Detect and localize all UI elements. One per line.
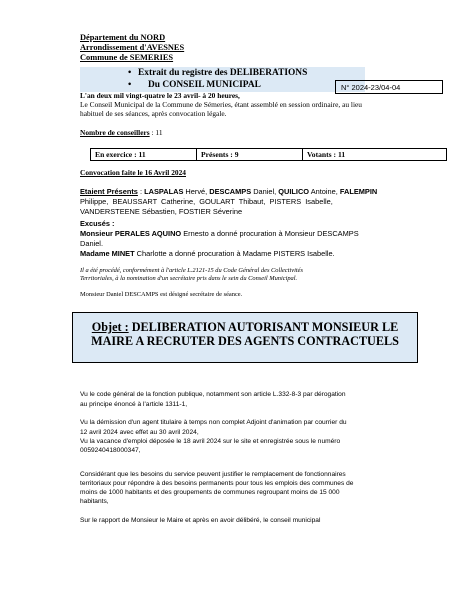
procedure-line-1: Il a été procédé, conformément à l'article L.2121-15 du Code Général des Collectivités (80, 267, 303, 274)
vu-vacance-line-2: 0059240418000347, (80, 447, 141, 454)
presents-line-3: VANDERSTEENE Sébastien, FOSTIER Séverine (80, 207, 243, 216)
extract-registre-text: Extrait du registre des DELIBERATIONS (138, 68, 308, 78)
rapport-line: Sur le rapport de Monsieur le Maire et après en avoir délibéré, le conseil municipal (80, 517, 321, 524)
arrondissement-heading: Arrondissement d'AVESNES (80, 43, 185, 52)
presents-line-2: Philippe, BEAUSSART Catherine, GOULART Thibaut, PISTERS Isabelle, (80, 197, 333, 206)
bullet-2: • (128, 80, 132, 90)
objet-box (72, 312, 418, 363)
count-votants: Votants : 11 (307, 150, 346, 159)
objet-text-1: DELIBERATION AUTORISANT MONSIEUR LE (128, 320, 399, 334)
objet-label: Objet : (91, 320, 129, 334)
count-exercice: En exercice : 11 (91, 149, 197, 160)
intro-line-3: habituel de ses séances, après convocation légale. (80, 109, 227, 118)
presents-label: Etaient Présents (80, 187, 138, 196)
deliberation-number: N° 2024-23/04-04 (335, 80, 443, 94)
objet-line-2: MAIRE A RECRUTER DES AGENTS CONTRACTUELS (91, 334, 399, 348)
name-daniel: Daniel, (251, 187, 279, 196)
name-descamps: DESCAMPS (209, 187, 252, 196)
departement-heading: Département du NORD (80, 33, 166, 42)
vu-code-line-2: au principe énoncé à l'article 1311-1, (80, 401, 188, 408)
convocation-date: Convocation faite le 16 Avril 2024 (80, 168, 186, 177)
presents-line-1 (80, 187, 450, 197)
excuse-1-line-2: Daniel. (80, 239, 104, 248)
excuse-2-text: Charlotte a donné procuration à Madame PISTERS Isabelle. (134, 249, 335, 258)
excuse-1-text: Ernesto a donné procuration à Monsieur DESCAMPS (181, 229, 359, 238)
excuse-2-name: Madame MINET (80, 249, 135, 258)
session-date-line: L'an deux mil vingt-quatre le 23 avril- à 20 heures, (80, 91, 240, 100)
conseillers-value: : 11 (149, 128, 163, 137)
objet-line-1 (73, 320, 417, 334)
excuses-label: Excusés : (80, 219, 115, 228)
bullet-1: • (128, 68, 132, 78)
vu-demission-line-1: Vu la démission d'un agent titulaire à temps non complet Adjoint d'animation par courrier du (80, 419, 347, 426)
extract-conseil-text: Du CONSEIL MUNICIPAL (148, 80, 261, 90)
name-herve: Hervé, (183, 187, 210, 196)
excuse-1-line-1 (80, 229, 359, 239)
vu-demission-line-2: 12 avril 2024 avec effet au 30 avril 2024, (80, 429, 199, 436)
extract-line-2 (128, 80, 261, 91)
considerant-line-4: habitants, (80, 498, 109, 505)
conseillers-line (80, 129, 163, 138)
excuse-2-line (80, 249, 335, 259)
considerant-line-1: Considérant que les besoins du service peuvent justifier le remplacement de fonctionnaires (80, 471, 346, 478)
procedure-line-2: Territoriales, à la nomination d'un secrétaire pris dans le sein du Conseil Municipal. (80, 275, 298, 282)
considerant-line-2: territoriaux pour répondre à des besoins permanents pour tous les emplois des communes de (80, 480, 354, 487)
vu-vacance-line-1: Vu la vacance d'emploi déposée le 18 avril 2024 sur le site et enregistrée sous le numéro (80, 438, 341, 445)
counts-table (90, 148, 447, 161)
intro-line-2: Le Conseil Municipal de la Commune de Sémeries, étant assemblé en session ordinaire, au lieu (80, 100, 363, 109)
name-laspalas: LASPALAS (144, 187, 184, 196)
extract-line-1 (128, 68, 307, 79)
name-quilico: QUILICO (278, 187, 310, 196)
count-presents: Présents : 9 (197, 149, 303, 160)
name-antoine: Antoine, (309, 187, 340, 196)
presents-sep: : (137, 187, 145, 196)
considerant-line-3: moins de 1000 habitants et des groupements de communes regroupant moins de 15 000 (80, 489, 340, 496)
name-falempin: FALEMPIN (339, 187, 378, 196)
secretary-line: Monsieur Daniel DESCAMPS est désigné secrétaire de séance. (80, 291, 243, 298)
excuse-1-name: Monsieur PERALES AQUINO (80, 229, 182, 238)
vu-code-line-1: Vu le code général de la fonction publique, notamment son article L.332-8-3 par dérogation (80, 391, 346, 398)
conseillers-label: Nombre de conseillers (80, 128, 150, 137)
commune-heading: Commune de SEMERIES (80, 53, 174, 62)
